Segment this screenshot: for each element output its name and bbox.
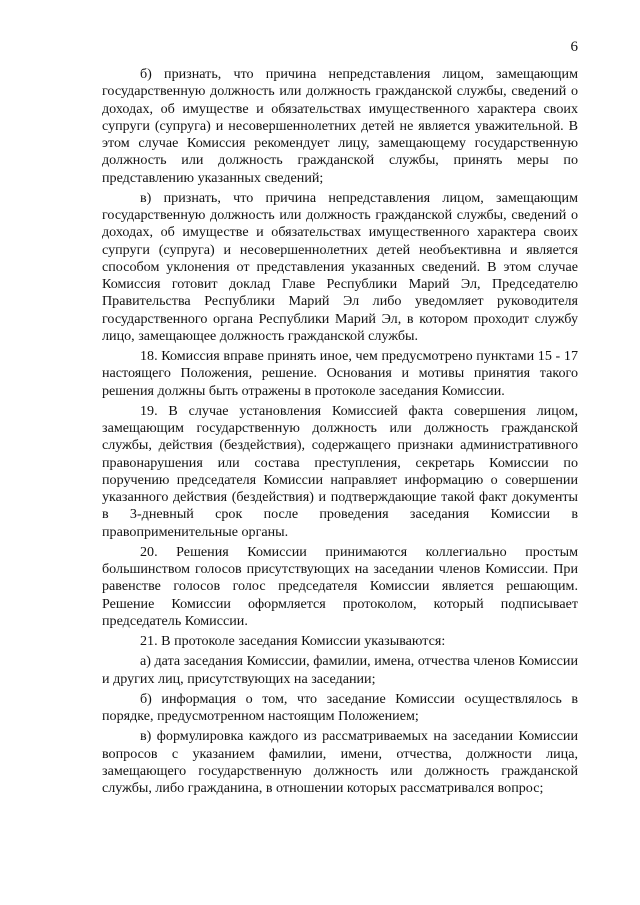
paragraph-21-v: в) формулировка каждого из рассматриваемых на заседании Комиссии вопросов с указанием фамилии, имени, отчества, должности лица, замещающего государственную должность или должность гражданской службы, либо гражданина, в отношении которых рассматривался вопрос; [102,728,578,796]
paragraph-v-recognize-unobjective: в) признать, что причина непредставления лицом, замещающим государственную должность или должность гражданской службы, сведений о доходах, об имуществе и обязательствах имущественного характера своих супруги (супруга) и несовершеннолетних детей необъективна и является способом уклонения от представления указанных сведений. В этом случае Комиссия готовит доклад Главе Республики Марий Эл, Председателю Правительства Республики Марий Эл либо уведомляет руководителя государственного органа Республики Марий Эл, в котором проходит службу лицо, замещающее должность гражданской службы. [102,189,578,344]
paragraph-21-a: а) дата заседания Комиссии, фамилии, имена, отчества членов Комиссии и других лиц, присутствующих на заседании; [102,653,578,687]
document-body [102,66,578,797]
page-number: 6 [570,39,578,55]
paragraph-18: 18. Комиссия вправе принять иное, чем предусмотрено пунктами 15 - 17 настоящего Положения, решение. Основания и мотивы принятия такого решения должны быть отражены в протоколе заседания Комиссии. [102,348,578,399]
paragraph-21: 21. В протоколе заседания Комиссии указываются: [140,633,446,649]
paragraph-19: 19. В случае установления Комиссией факта совершения лицом, замещающим государственную должность или должность гражданской службы, действия (бездействия), содержащего признаки административного правонарушения или состава преступления, секретарь Комиссии по поручению председателя Комиссии направляет информацию о совершении указанного действия (бездействия) и подтверждающие такой факт документы в 3-дневный срок после проведения заседания Комиссии в правоприменительные органы. [102,402,578,540]
paragraph-20: 20. Решения Комиссии принимаются коллегиально простым большинством голосов присутствующих на заседании членов Комиссии. При равенстве голосов голос председателя Комиссии является решающим. Решение Комиссии оформляется протоколом, который подписывает председатель Комиссии. [102,543,578,629]
paragraph-21-b: б) информация о том, что заседание Комиссии осуществлялось в порядке, предусмотренном настоящим Положением; [102,690,578,724]
paragraph-b-recognize-not-valid: б) признать, что причина непредставления лицом, замещающим государственную должность или должность гражданской службы, сведений о доходах, об имуществе и обязательствах имущественного характера своих супруги (супруга) и несовершеннолетних детей не является уважительной. В этом случае Комиссия рекомендует лицу, замещающему государственную должность или должность гражданской службы, принять меры по представлению указанных сведений; [102,66,578,186]
